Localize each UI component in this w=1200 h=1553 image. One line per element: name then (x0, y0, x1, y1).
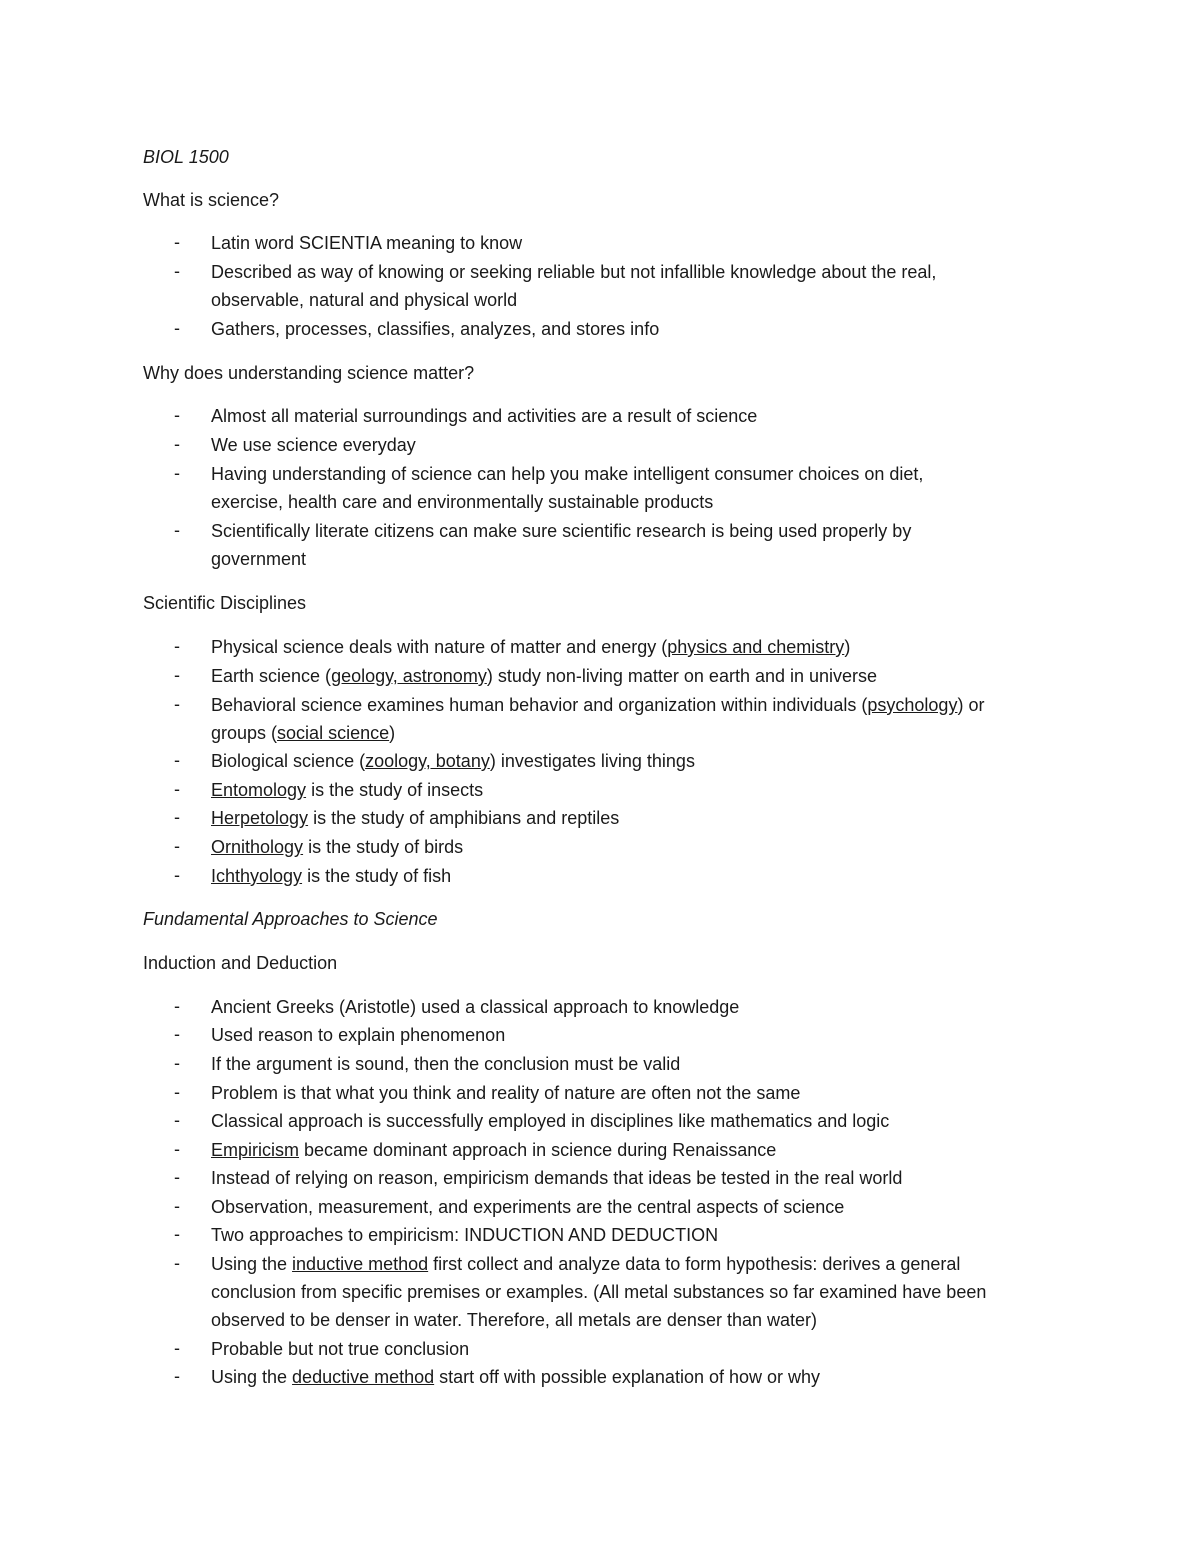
bullet-dash: - (174, 750, 180, 770)
list-item-text-continued: observed to be denser in water. Therefore, all metals are denser than water) (211, 1310, 817, 1330)
section-heading-why-matter: Why does understanding science matter? (143, 363, 475, 383)
text-segment: ) study non-living matter on earth and in universe (486, 666, 878, 686)
bullet-dash: - (174, 996, 180, 1016)
text-segment: start off with possible explanation of how or why (434, 1367, 821, 1387)
text-segment: Biological science ( (211, 751, 366, 771)
list-item-text-continued: observable, natural and physical world (211, 290, 518, 310)
list-item-text: Two approaches to empiricism: INDUCTION AND DEDUCTION (211, 1225, 719, 1245)
underlined-term: Herpetology (211, 808, 309, 828)
bullet-dash: - (174, 694, 180, 714)
list-item-text: If the argument is sound, then the conclusion must be valid (211, 1054, 681, 1074)
bullet-dash: - (174, 807, 180, 827)
underlined-term: inductive method (292, 1254, 429, 1274)
bullet-dash: - (174, 405, 180, 425)
bullet-dash: - (174, 865, 180, 885)
list-item-text-continued: government (211, 549, 307, 569)
bullet-dash: - (174, 1082, 180, 1102)
bullet-dash: - (174, 1110, 180, 1130)
list-item-text: Problem is that what you think and reality of nature are often not the same (211, 1083, 801, 1103)
list-item-text: We use science everyday (211, 435, 416, 455)
text-segment: ) investigates living things (489, 751, 695, 771)
bullet-dash: - (174, 1139, 180, 1159)
bullet-dash: - (174, 232, 180, 252)
list-item-text: Observation, measurement, and experiments are the central aspects of science (211, 1197, 845, 1217)
list-item-text: Having understanding of science can help you make intelligent consumer choices on diet, (211, 464, 924, 484)
bullet-dash: - (174, 1253, 180, 1273)
underlined-term: social science (277, 723, 390, 743)
list-item-text-continued: exercise, health care and environmentally sustainable products (211, 492, 714, 512)
text-segment: Behavioral science examines human behavior and organization within individuals ( (211, 695, 868, 715)
text-segment: is the study of insects (306, 780, 484, 800)
list-item-text (211, 865, 451, 887)
text-segment: ) (389, 723, 396, 743)
list-item-text: Gathers, processes, classifies, analyzes, and stores info (211, 319, 660, 339)
section-heading-induction: Induction and Deduction (143, 953, 338, 973)
underlined-term: Entomology (211, 780, 307, 800)
underlined-term: physics and chemistry (667, 637, 845, 657)
bullet-dash: - (174, 1338, 180, 1358)
list-item-text: Probable but not true conclusion (211, 1339, 470, 1359)
bullet-dash: - (174, 665, 180, 685)
underlined-term: geology, astronomy (331, 666, 487, 686)
bullet-dash: - (174, 520, 180, 540)
bullet-dash: - (174, 434, 180, 454)
bullet-dash: - (174, 1366, 180, 1386)
list-item-text: Described as way of knowing or seeking reliable but not infallible knowledge about the real, (211, 262, 937, 282)
list-item-text (211, 1366, 820, 1388)
text-segment: groups ( (211, 723, 278, 743)
list-item-text-continued: conclusion from specific premises or examples. (All metal substances so far examined have been (211, 1282, 987, 1302)
bullet-dash: - (174, 1196, 180, 1216)
list-item-text (211, 807, 619, 829)
list-item-text (211, 694, 984, 716)
underlined-term: Empiricism (211, 1140, 299, 1160)
bullet-dash: - (174, 1024, 180, 1044)
underlined-term: Ichthyology (211, 866, 303, 886)
bullet-dash: - (174, 1224, 180, 1244)
text-segment: is the study of fish (302, 866, 452, 886)
list-item-text: Almost all material surroundings and activities are a result of science (211, 406, 758, 426)
text-segment: Earth science ( (211, 666, 332, 686)
list-item-text: Instead of relying on reason, empiricism demands that ideas be tested in the real world (211, 1168, 903, 1188)
bullet-dash: - (174, 318, 180, 338)
underlined-term: zoology, botany (365, 751, 490, 771)
text-segment: is the study of birds (303, 837, 464, 857)
list-item-text (211, 1139, 776, 1161)
underlined-term: psychology (867, 695, 958, 715)
list-item-text (211, 836, 463, 858)
list-item-text: Ancient Greeks (Aristotle) used a classical approach to knowledge (211, 997, 740, 1017)
list-item-text: Used reason to explain phenomenon (211, 1025, 506, 1045)
bullet-dash: - (174, 463, 180, 483)
course-title: BIOL 1500 (143, 147, 229, 167)
text-segment: Using the (211, 1367, 293, 1387)
bullet-dash: - (174, 779, 180, 799)
text-segment: Using the (211, 1254, 293, 1274)
underlined-term: deductive method (292, 1367, 435, 1387)
list-item-text (211, 779, 483, 801)
text-segment: ) (844, 637, 851, 657)
section-heading-disciplines: Scientific Disciplines (143, 593, 307, 613)
section-heading-fundamental: Fundamental Approaches to Science (143, 909, 438, 929)
bullet-dash: - (174, 836, 180, 856)
list-item-text (211, 665, 877, 687)
list-item-text (211, 636, 850, 658)
list-item-text-continued (211, 722, 395, 744)
bullet-dash: - (174, 261, 180, 281)
list-item-text (211, 750, 695, 772)
text-segment: Physical science deals with nature of matter and energy ( (211, 637, 668, 657)
list-item-text (211, 1253, 960, 1275)
section-heading-what-is-science: What is science? (143, 190, 280, 210)
underlined-term: Ornithology (211, 837, 304, 857)
text-segment: first collect and analyze data to form hypothesis: derives a general (428, 1254, 961, 1274)
text-segment: is the study of amphibians and reptiles (308, 808, 620, 828)
bullet-dash: - (174, 636, 180, 656)
text-segment: became dominant approach in science during Renaissance (299, 1140, 777, 1160)
bullet-dash: - (174, 1053, 180, 1073)
list-item-text: Scientifically literate citizens can make sure scientific research is being used properly by (211, 521, 912, 541)
bullet-dash: - (174, 1167, 180, 1187)
list-item-text: Classical approach is successfully employed in disciplines like mathematics and logic (211, 1111, 890, 1131)
text-segment: ) or (957, 695, 985, 715)
list-item-text: Latin word SCIENTIA meaning to know (211, 233, 523, 253)
